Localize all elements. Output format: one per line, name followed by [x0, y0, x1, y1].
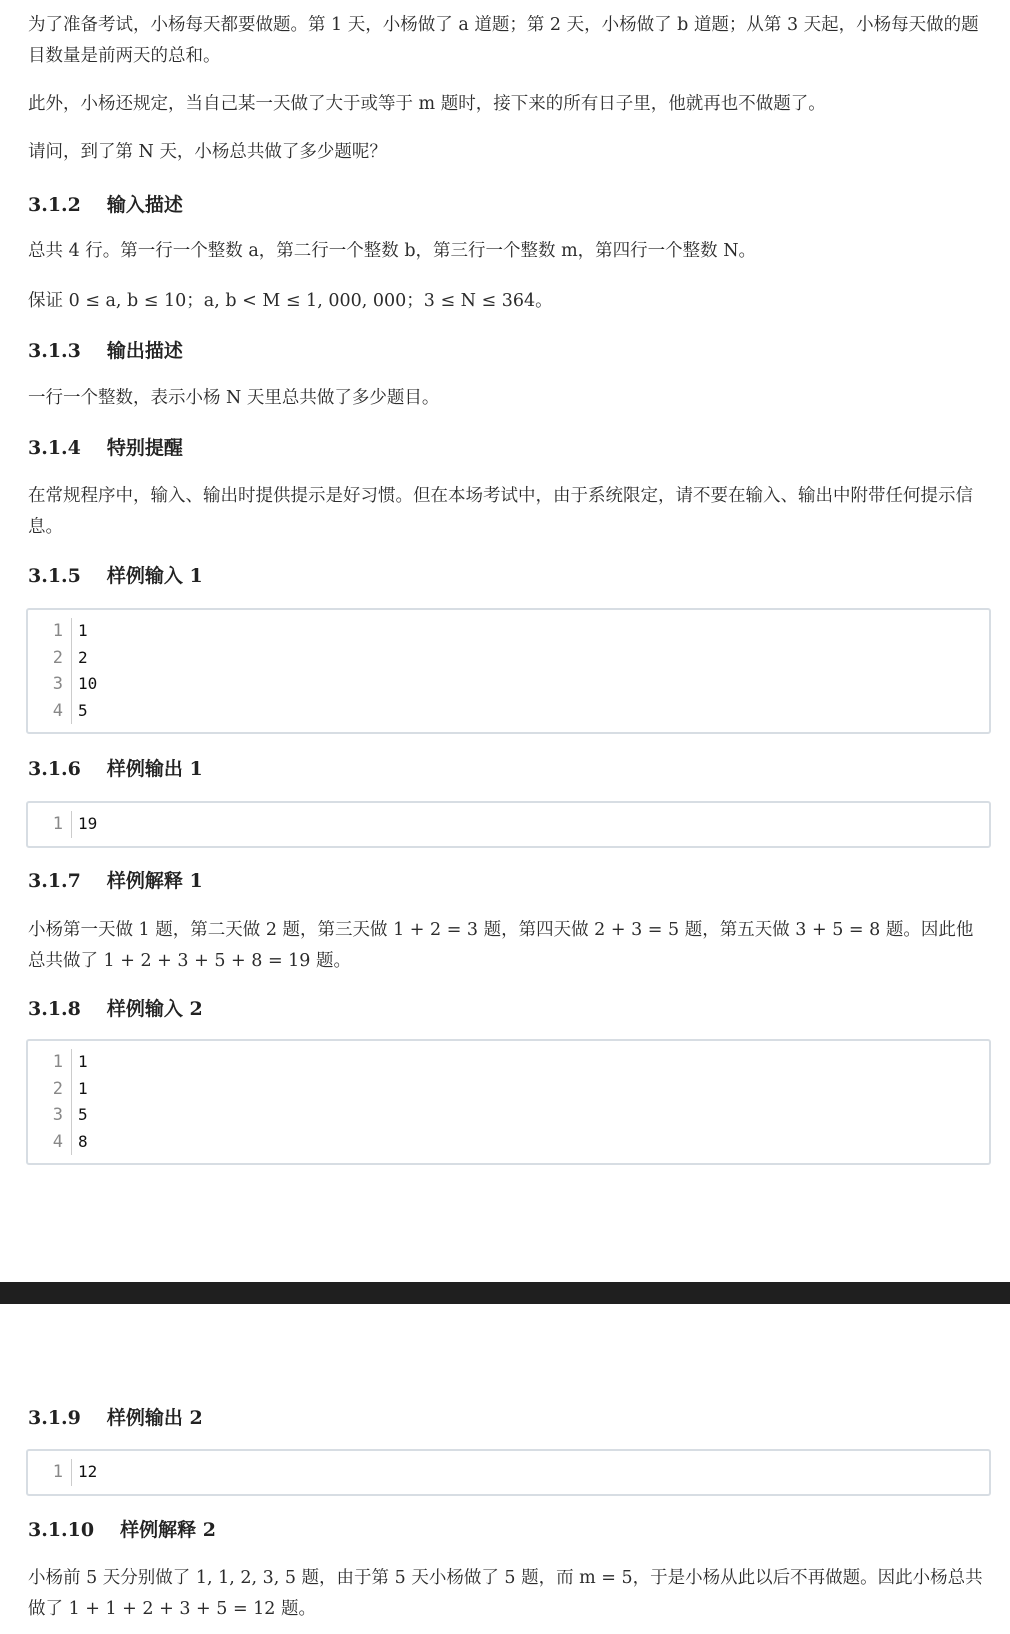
input-desc-paragraph-2: 保证 0 ≤ a, b ≤ 10；a, b < M ≤ 1, 000, 000；3 ≤ N ≤ 364。 [28, 291, 553, 311]
code-line [28, 1049, 989, 1076]
section-heading-input-desc [28, 190, 183, 217]
code-line [28, 1459, 989, 1486]
reminder-paragraph: 在常规程序中，输入、输出时提供提示是好习惯。但在本场考试中，由于系统限定，请不要在输入、输出中附带任何提示信息。 [28, 486, 973, 537]
code-line [28, 698, 989, 725]
section-heading-output-desc [28, 336, 183, 363]
line-number: 1 [28, 1049, 72, 1076]
section-heading-explain-2 [28, 1515, 216, 1542]
section-number: 3.1.9 [28, 1407, 81, 1429]
code-line [28, 811, 989, 838]
line-number: 4 [28, 1129, 72, 1156]
code-line [28, 618, 989, 645]
section-title: 输出描述 [106, 340, 183, 362]
section-heading-reminder [28, 433, 183, 460]
line-text: 1 [78, 1078, 88, 1098]
section-number: 3.1.5 [28, 565, 81, 587]
intro-paragraph-3: 请问，到了第 N 天，小杨总共做了多少题呢？ [28, 142, 387, 162]
line-text: 5 [78, 700, 88, 720]
section-title: 样例解释 1 [106, 870, 203, 892]
output-desc-paragraph: 一行一个整数，表示小杨 N 天里总共做了多少题目。 [28, 388, 440, 408]
sample-input-2-code-block[interactable] [26, 1039, 991, 1165]
line-number: 1 [28, 1459, 72, 1486]
section-number: 3.1.7 [28, 870, 81, 892]
code-line [28, 1129, 989, 1156]
sample-output-1-code-block[interactable] [26, 801, 991, 848]
line-text: 1 [78, 1052, 88, 1071]
line-text: 19 [78, 814, 98, 833]
intro-paragraph-2: 此外，小杨还规定，当自己某一天做了大于或等于 m 题时，接下来的所有日子里，他就再也不做题了。 [28, 94, 826, 114]
section-heading-sample-input-2 [28, 994, 203, 1021]
line-number: 3 [28, 1102, 72, 1129]
sample-output-2-code-block[interactable] [26, 1449, 991, 1496]
explain-2-paragraph: 小杨前 5 天分别做了 1, 1, 2, 3, 5 题，由于第 5 天小杨做了 5 题，而 m = 5，于是小杨从此以后不再做题。因此小杨总共做了 1 + 1 + 2 + 3 + 5 = 12 题。 [28, 1568, 983, 1619]
section-heading-sample-output-1 [28, 754, 203, 781]
code-line [28, 671, 989, 698]
line-number: 1 [28, 811, 72, 838]
line-number: 3 [28, 671, 72, 698]
section-title: 特别提醒 [106, 437, 183, 459]
line-number: 2 [28, 1076, 72, 1103]
line-text: 10 [78, 674, 98, 693]
section-number: 3.1.3 [28, 340, 81, 362]
page-break-bar [0, 1282, 1010, 1304]
line-text: 5 [78, 1105, 88, 1124]
section-title: 输入描述 [106, 194, 183, 216]
section-title: 样例输入 1 [106, 565, 203, 587]
intro-paragraph-1: 为了准备考试，小杨每天都要做题。第 1 天，小杨做了 a 道题；第 2 天，小杨做了 b 道题；从第 3 天起，小杨每天做的题目数量是前两天的总和。 [28, 15, 979, 66]
section-title: 样例输出 1 [106, 758, 203, 780]
section-number: 3.1.8 [28, 998, 81, 1020]
explain-1-paragraph: 小杨第一天做 1 题，第二天做 2 题，第三天做 1 + 2 = 3 题，第四天做 2 + 3 = 5 题，第五天做 3 + 5 = 8 题。因此他总共做了 1 + 2 + 3 + 5 + 8 = 19 题。 [28, 920, 974, 971]
section-number: 3.1.2 [28, 194, 81, 216]
line-number: 4 [28, 698, 72, 725]
line-text: 12 [78, 1462, 98, 1481]
section-heading-sample-input-1 [28, 561, 203, 588]
line-number: 2 [28, 645, 72, 672]
section-title: 样例输入 2 [106, 998, 203, 1020]
section-title: 样例解释 2 [120, 1519, 216, 1541]
section-heading-sample-output-2 [28, 1403, 203, 1430]
code-line [28, 645, 989, 672]
input-desc-paragraph-1: 总共 4 行。第一行一个整数 a，第二行一个整数 b，第三行一个整数 m，第四行一个整数 N。 [28, 241, 757, 261]
section-number: 3.1.6 [28, 758, 81, 780]
code-line [28, 1076, 989, 1103]
section-title: 样例输出 2 [106, 1407, 203, 1429]
sample-input-1-code-block[interactable] [26, 608, 991, 734]
line-text: 2 [78, 647, 88, 667]
line-number: 1 [28, 618, 72, 645]
line-text: 8 [78, 1131, 88, 1151]
section-number: 3.1.10 [28, 1519, 95, 1541]
line-text: 1 [78, 621, 88, 640]
section-heading-explain-1 [28, 866, 203, 893]
code-line [28, 1102, 989, 1129]
section-number: 3.1.4 [28, 437, 81, 459]
